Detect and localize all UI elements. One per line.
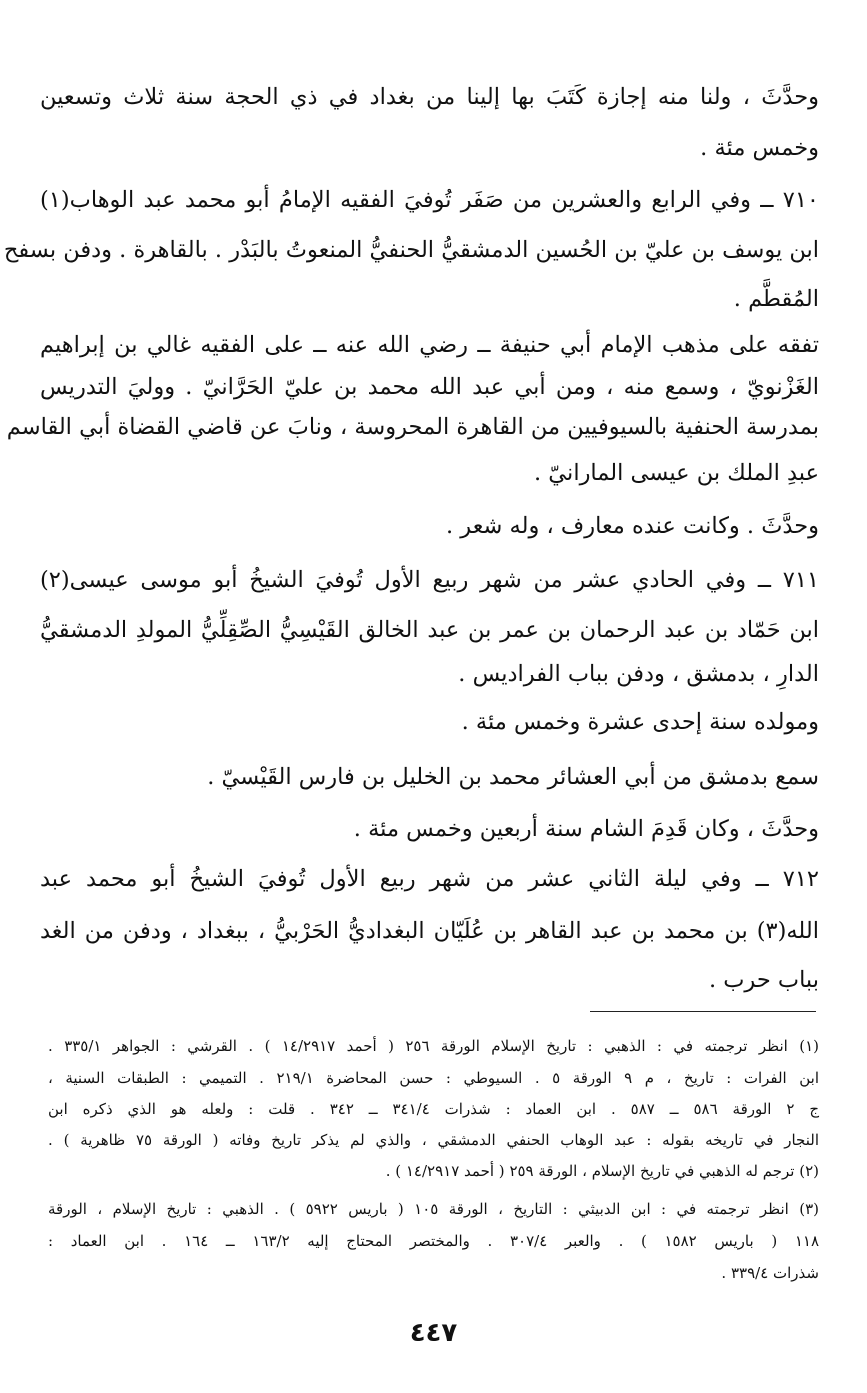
footnote-separator [590, 1011, 816, 1012]
body-line-2: وخمس مئة . [700, 135, 819, 161]
footnote-1-line-4: النجار في تاريخه بقوله : عبد الوهاب الحنفي الدمشقي ، والذي لم يذكر تاريخ وفاته ( الورقة ٧٥ ظاهرية ) . [48, 1131, 820, 1149]
body-line-13: الدارِ ، بدمشق ، ودفن بباب الفراديس . [458, 661, 819, 687]
entry-712-heading: ٧١٢ ــ وفي ليلة الثاني عشر من شهر ربيع الأول تُوفيَ الشيخُ أبو محمد عبد [40, 866, 819, 892]
body-line-15: سمع بدمشق من أبي العشائر محمد بن الخليل بن فارس القَيْسيّ . [207, 764, 819, 790]
body-line-5: المُقطَّم . [733, 286, 819, 312]
footnote-1-line-1: (١) انظر ترجمته في : الذهبي : تاريخ الإسلام الورقة ٢٥٦ ( أحمد ١٤/٢٩١٧ ) . القرشي : الجواهر ٣٣٥/١ . [48, 1037, 819, 1055]
footnote-3-line-2: ١١٨ ( باريس ١٥٨٢ ) . والعبر ٣٠٧/٤ . والمختصر المحتاج إليه ١٦٣/٢ ــ ١٦٤ . ابن العماد : [48, 1232, 819, 1250]
body-line-19: بباب حرب . [708, 967, 819, 993]
body-line-8: بمدرسة الحنفية بالسيوفيين من القاهرة المحروسة ، ونابَ عن قاضي القضاة أبي القاسم [6, 414, 819, 440]
body-line-10: وحدَّثَ . وكانت عنده معارف ، وله شعر . [445, 513, 819, 539]
entry-711-heading: ٧١١ ــ وفي الحادي عشر من شهر ربيع الأول تُوفيَ الشيخُ أبو موسى عيسى(٢) [40, 567, 819, 593]
body-line-4: ابن يوسف بن عليّ بن الحُسين الدمشقيُّ الحنفيُّ المنعوتُ بالبَدْر . بالقاهرة . ودفن بسفح [3, 237, 819, 263]
page-number: ٤٤٧ [409, 1318, 458, 1348]
body-line-6: تفقه على مذهب الإمام أبي حنيفة ــ رضي الله عنه ــ على الفقيه غالي بن إبراهيم [40, 332, 819, 358]
body-line-9: عبدِ الملك بن عيسى المارانيّ . [534, 460, 819, 486]
footnote-1-line-3: ج ٢ الورقة ٥٨٦ ــ ٥٨٧ . ابن العماد : شذرات ٣٤١/٤ ــ ٣٤٢ . قلت : ولعله هو الذي ذكره ابن [48, 1100, 820, 1118]
entry-710-heading: ٧١٠ ــ وفي الرابع والعشرين من صَفَر تُوفيَ الفقيه الإمامُ أبو محمد عبد الوهاب(١) [40, 187, 819, 213]
footnote-2: (٢) ترجم له الذهبي في تاريخ الإسلام ، الورقة ٢٥٩ ( أحمد ١٤/٢٩١٧ ) . [385, 1162, 819, 1180]
body-line-12: ابن حَمّاد بن عبد الرحمان بن عمر بن عبد الخالق القَيْسِيُّ الصِّقِلِّيُّ المولدِ الدمشقيُّ [40, 617, 819, 643]
footnote-3-line-1: (٣) انظر ترجمته في : ابن الدبيثي : التاريخ ، الورقة ١٠٥ ( باريس ٥٩٢٢ ) . الذهبي : تاريخ الإسلام ، الورقة [48, 1200, 820, 1218]
footnote-1-line-2: ابن الفرات : تاريخ ، م ٩ الورقة ٥ . السيوطي : حسن المحاضرة ٢١٩/١ . التميمي : الطبقات السنية ، [48, 1069, 819, 1087]
body-line-14: ومولده سنة إحدى عشرة وخمس مئة . [461, 709, 819, 735]
body-line-18: الله(٣) بن محمد بن عبد القاهر بن عُلَيّان البغداديُّ الحَرْبيُّ ، ببغداد ، ودفن من الغد [40, 918, 819, 944]
body-line-7: الغَزْنويّ ، وسمع منه ، ومن أبي عبد الله محمد بن عليّ الحَرَّانيّ . ووليَ التدريس [40, 374, 819, 400]
body-line-1: وحدَّثَ ، ولنا منه إجازة كَتَبَ بها إلينا من بغداد في ذي الحجة سنة ثلاث وتسعين [40, 84, 819, 110]
footnote-3-line-3: شذرات ٣٣٩/٤ . [721, 1264, 819, 1282]
body-line-16: وحدَّثَ ، وكان قَدِمَ الشام سنة أربعين وخمس مئة . [353, 816, 819, 842]
